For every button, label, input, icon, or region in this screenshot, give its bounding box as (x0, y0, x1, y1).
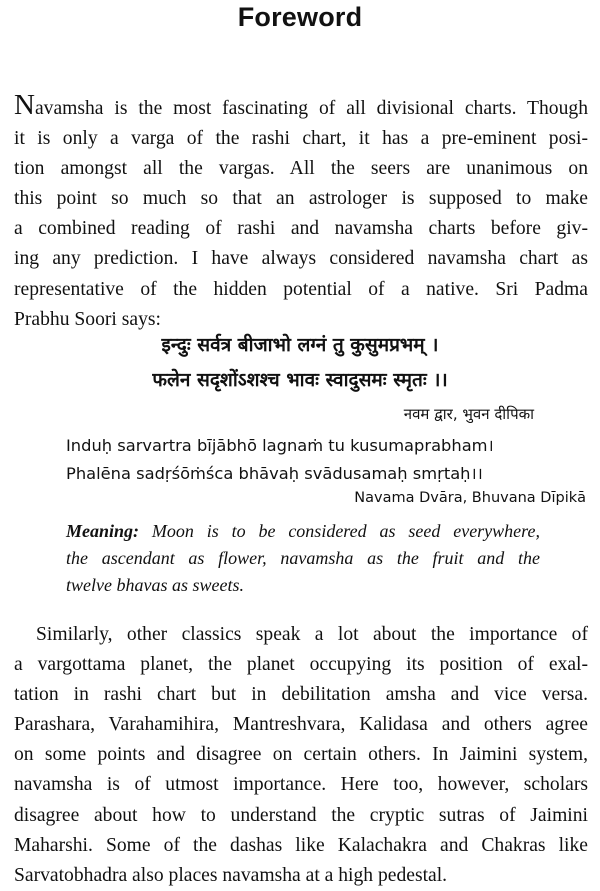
sanskrit-verse-line-1: इन्दुः सर्वत्र बीजाभो लग्नं तु कुसुमप्रभम् । (161, 334, 439, 356)
meaning-line: Meaning: Moon is to be considered as seed everywhere, (66, 521, 540, 541)
sanskrit-verse-line-2: फलेन सदृशोंऽशश्च भावः स्वादुसमः स्मृतः ।। (152, 369, 448, 391)
transliteration-source: Navama Dvāra, Bhuvana Dīpikā (354, 490, 586, 506)
paragraph-line: it is only a varga of the rashi chart, it has a pre-eminent posi- (14, 128, 588, 150)
drop-cap: N (14, 89, 35, 121)
paragraph-line: on some points and disagree on certain others. In Jaimini system, (14, 744, 588, 766)
paragraph-line: tion amongst all the vargas. All the seers are unanimous on (14, 158, 588, 180)
paragraph-line: Sarvatobhadra also places navamsha at a high pedestal. (14, 864, 448, 886)
paragraph-line: a vargottama planet, the planet occupying its position of exal- (14, 654, 588, 676)
paragraph-line: Prabhu Soori says: (14, 308, 161, 330)
meaning-block (66, 518, 540, 599)
page-title: Foreword (237, 2, 363, 32)
paragraph-line: a combined reading of rashi and navamsha charts before giv- (14, 218, 588, 240)
intro-paragraph (14, 89, 588, 335)
paragraph-line: Parashara, Varahamihira, Mantreshvara, Kalidasa and others agree (14, 714, 588, 736)
paragraph-line: Maharshi. Some of the dashas like Kalachakra and Chakras like (14, 834, 588, 856)
sanskrit-verse-source: नवम द्वार, भुवन दीपिका (403, 405, 534, 423)
second-paragraph (14, 620, 588, 891)
paragraph-line: disagree about how to understand the cryptic sutras of Jaimini (14, 804, 588, 826)
meaning-line: twelve bhavas as sweets. (66, 575, 244, 595)
paragraph-line: representative of the hidden potential of a native. Sri Padma (14, 278, 588, 300)
transliteration-line-1: Induḥ sarvartra bījābhō lagnaṁ tu kusumaprabham। (66, 436, 494, 455)
paragraph-line: Similarly, other classics speak a lot about the importance of (36, 624, 588, 645)
paragraph-line: ing any prediction. I have always considered navamsha chart as (14, 248, 588, 270)
meaning-label: Meaning: (66, 521, 140, 541)
paragraph-line: Navamsha is the most fascinating of all divisional charts. Though (14, 89, 588, 121)
transliteration-line-2: Phalēna sadṛśōṁśca bhāvaḥ svādusamaḥ smṛtaḥ।। (66, 464, 483, 483)
paragraph-line: tation in rashi chart but in debilitation amsha and vice versa. (14, 684, 588, 706)
meaning-line: the ascendant as flower, navamsha as the fruit and the (66, 548, 540, 568)
paragraph-line: navamsha is of utmost importance. Here too, however, scholars (14, 774, 588, 796)
paragraph-line: this point so much so that an astrologer is supposed to make (14, 188, 588, 210)
